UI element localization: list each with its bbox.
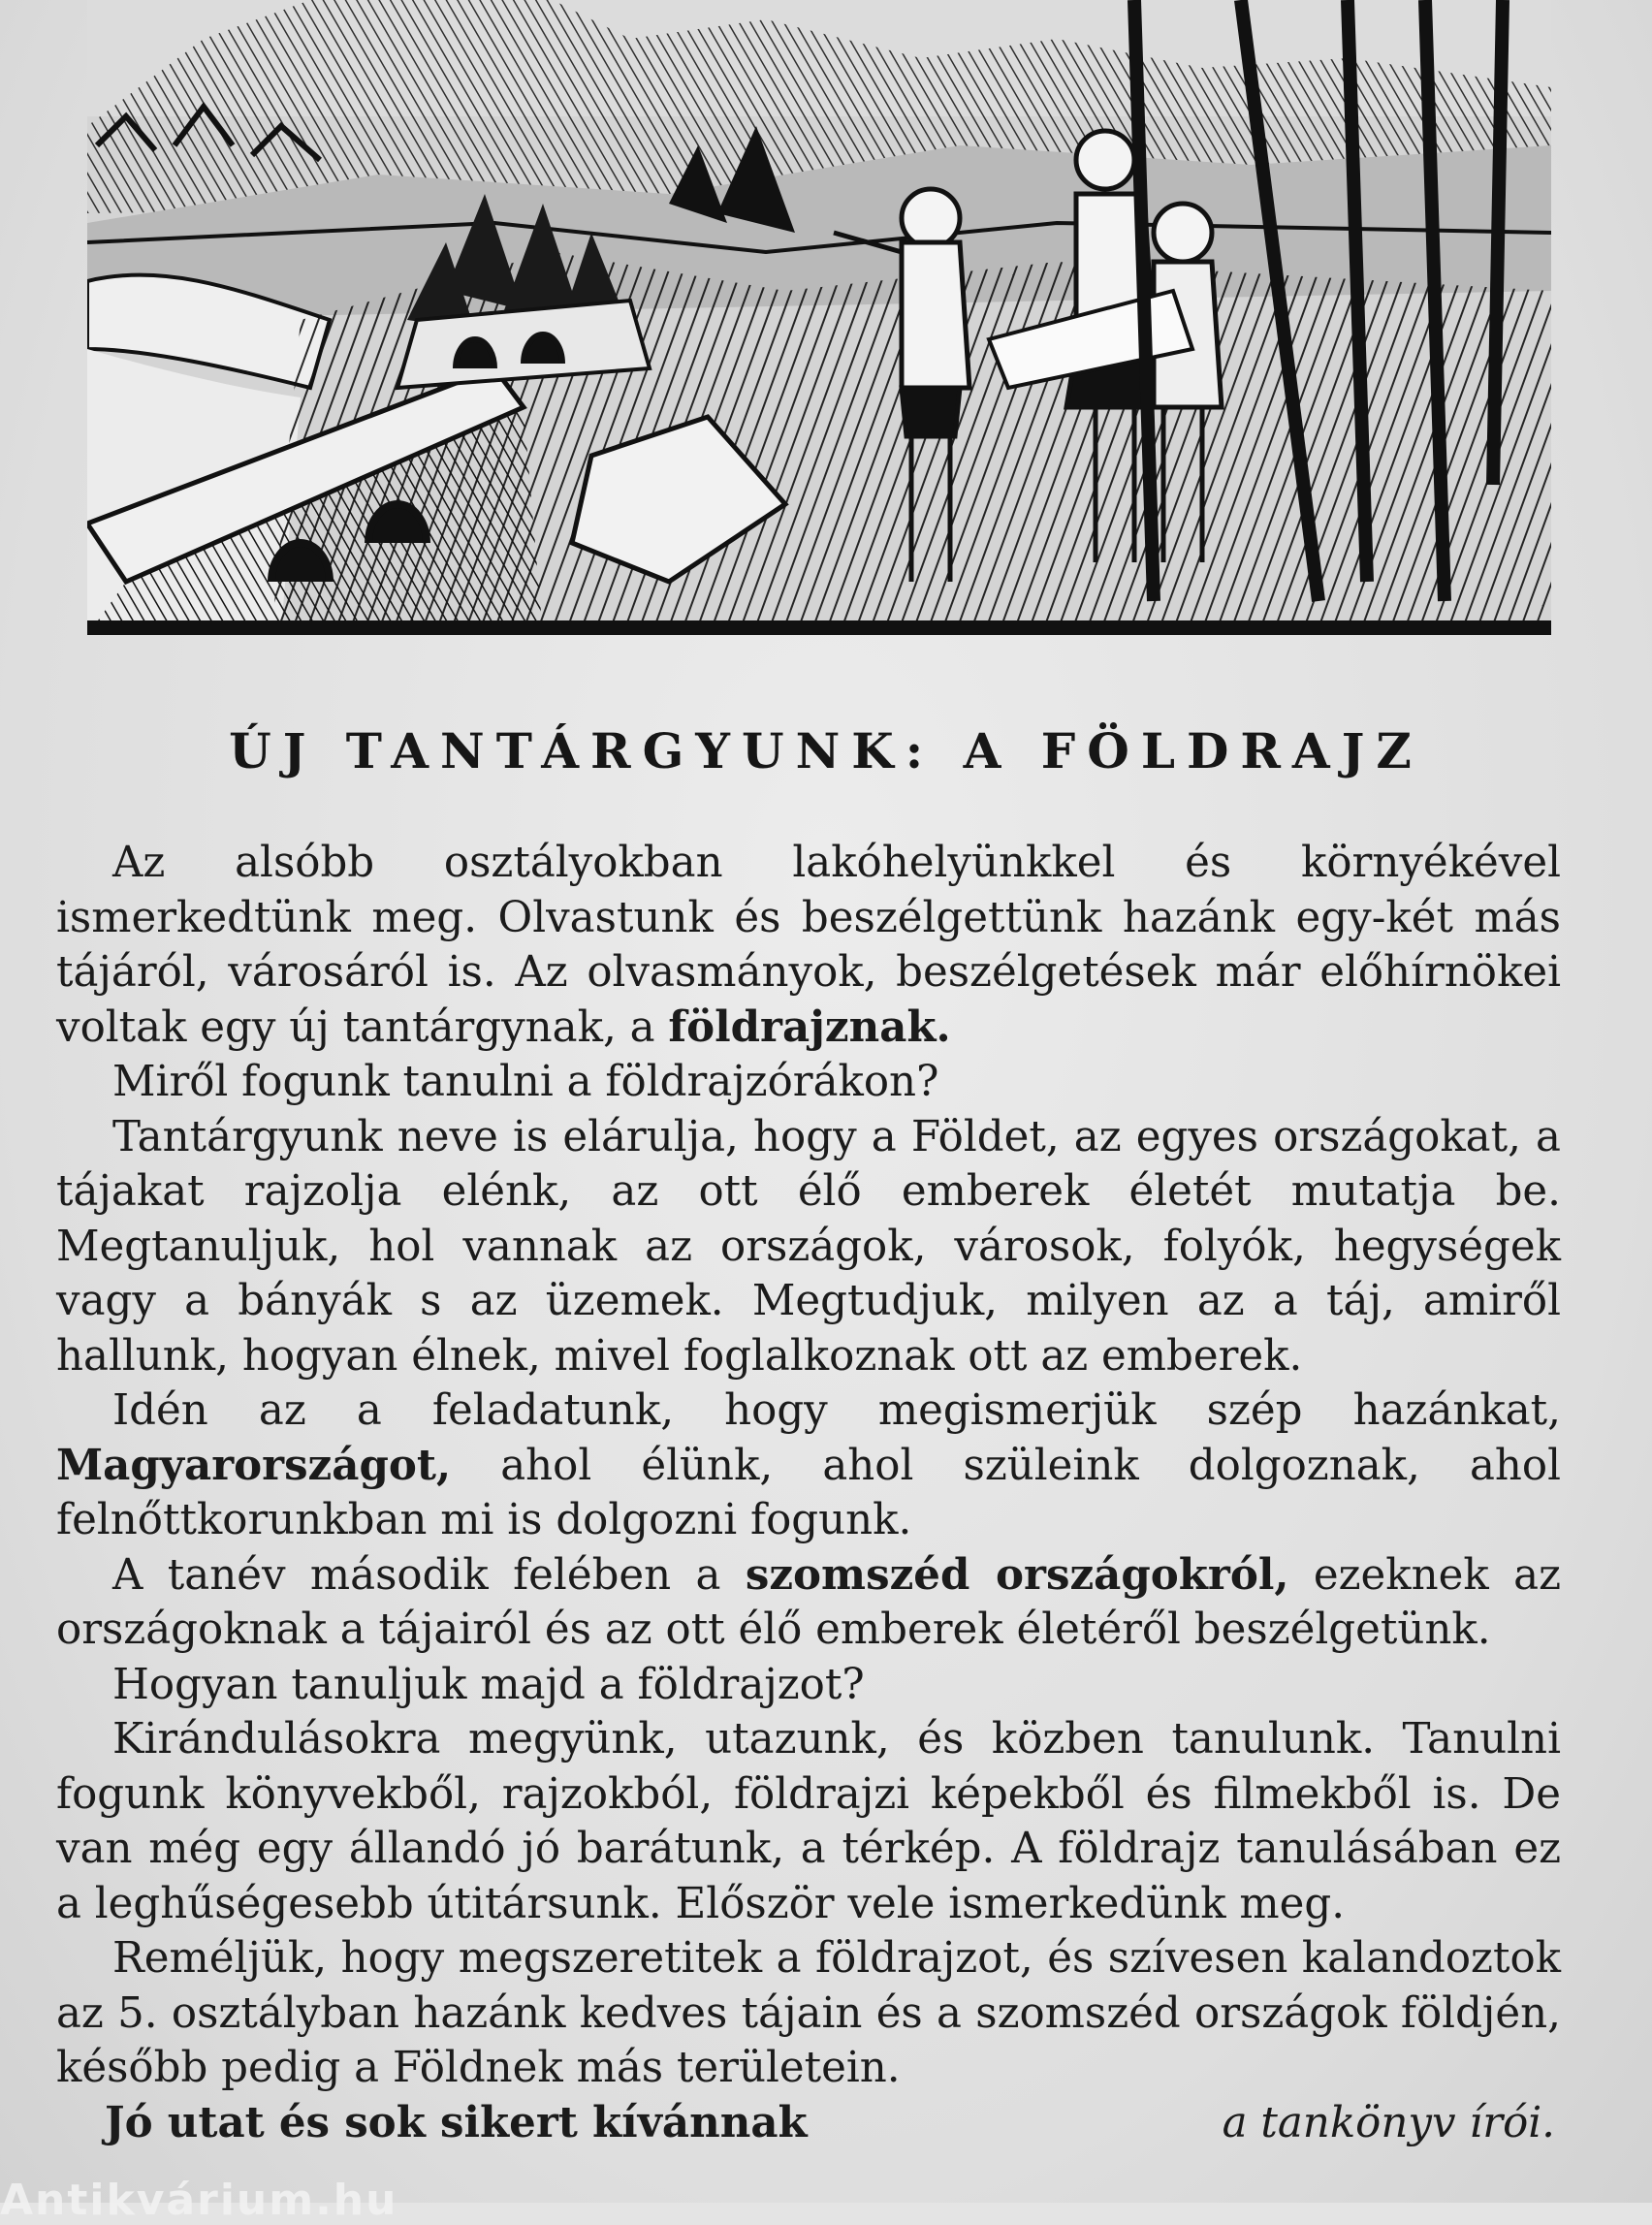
paragraph-question-1: Miről fogunk tanulni a földrajzórákon? — [112, 1058, 939, 1106]
paragraph-text: Az alsóbb osztályokban lakóhelyünkkel és környékével ismerkedtünk meg. Olvastunk és beszélgettünk hazánk egy-két más tájáról, városáról is. Az olvasmányok, beszélgetések már előhírnökei voltak egy új tantárgynak, a — [56, 839, 1561, 1052]
paragraph-this-year — [56, 1383, 1561, 1548]
landscape-illustration — [87, 0, 1551, 635]
watermark: Antikvárium.hu — [0, 2176, 398, 2225]
chapter-title: ÚJ TANTÁRGYUNK: A FÖLDRAJZ — [229, 722, 1423, 779]
bold-term-magyarorszag: Magyarországot, — [56, 1440, 452, 1490]
bold-term-szomszed: szomszéd országokról, — [745, 1549, 1289, 1600]
closing-row — [56, 2096, 1561, 2151]
paragraph-text: A tanév második felében a — [112, 1550, 746, 1600]
bold-term-foldrajz: földrajznak. — [668, 1001, 951, 1052]
paragraph-excursions: Kirándulásokra megyünk, utazunk, és közben tanulunk. Tanulni fogunk könyvekből, rajzokból, földrajzi képekből és filmekből is. De van még egy állandó jó barátunk, a térkép. A földrajz tanulásában ez a leghűségesebb útitársunk. Először vele ismerkedünk meg. — [56, 1715, 1561, 1928]
paragraph-subject: Tantárgyunk neve is elárulja, hogy a Földet, az egyes országokat, a tájakat rajzolja elénk, az ott élő emberek életét mutatja be. Megtanuljuk, hol vannak az országok, városok, folyók, hegységek vagy a bányák s az üzemek. Megtudjuk, milyen az a táj, amiről hallunk, hogyan élnek, mivel foglalkoznak ott az emberek. — [56, 1112, 1561, 1381]
body-text — [56, 836, 1561, 2150]
paragraph-text: ahol élünk, ahol szüleink dolgoznak, ahol felnőttkorunkban mi is dolgozni fogunk. — [56, 1441, 1561, 1544]
paragraph-intro — [56, 836, 1561, 1055]
landscape-illustration-icon — [87, 0, 1551, 635]
closing-wish: Jó utat és sok sikert kívánnak — [105, 2097, 808, 2147]
paragraph-second-half — [56, 1548, 1561, 1658]
paragraph-question-2: Hogyan tanuljuk majd a földrajzot? — [112, 1660, 865, 1709]
paragraph-text: ezeknek az országoknak a tájairól és az ott élő emberek életéről beszélgetünk. — [56, 1550, 1561, 1654]
paragraph-hope: Reméljük, hogy megszeretitek a földrajzot, és szívesen kalandoztok az 5. osztályban hazánk kedves tájain és a szomszéd országok földjén, később pedig a Földnek más területein. — [56, 1934, 1561, 2092]
authors-signature: a tankönyv írói. — [1222, 2098, 1555, 2147]
paragraph-text: Idén az a feladatunk, hogy megismerjük szép hazánkat, — [112, 1386, 1561, 1435]
